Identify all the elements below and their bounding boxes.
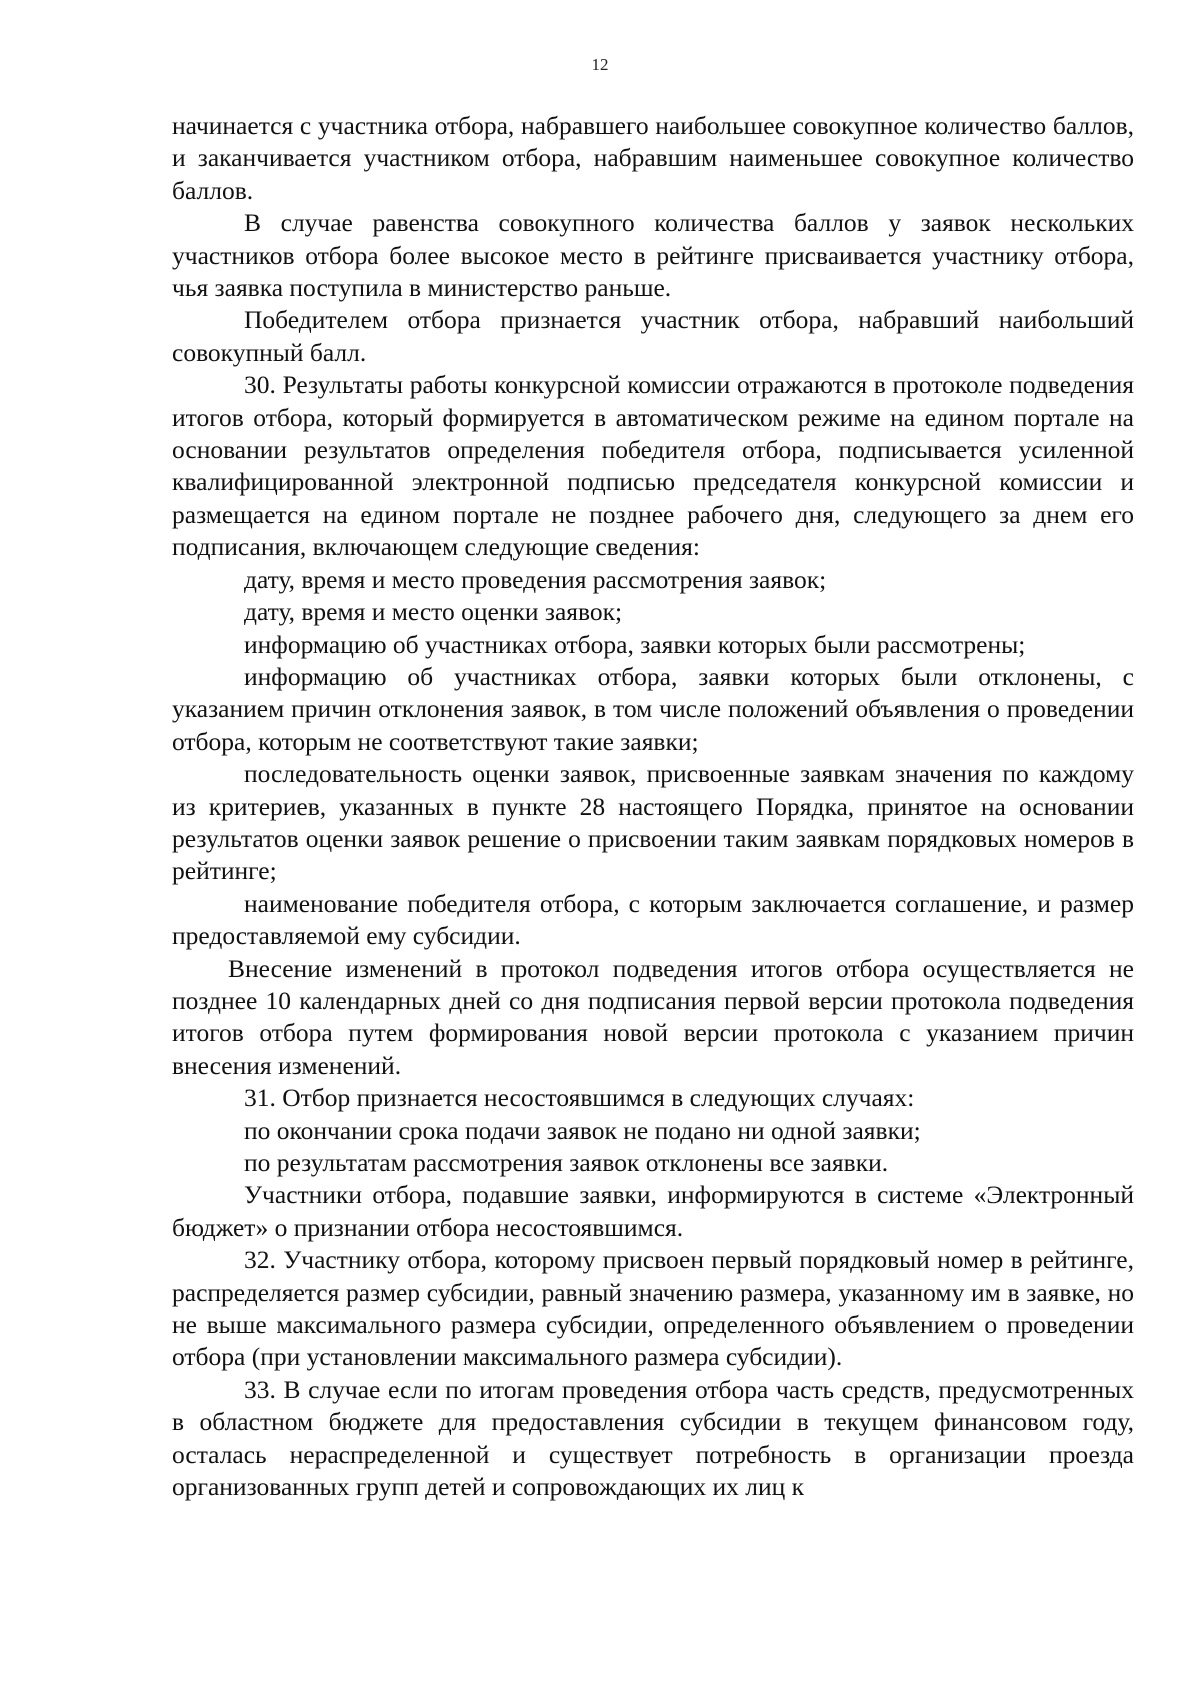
paragraph-protocol-changes: Внесение изменений в протокол подведения итогов отбора осуществляется не позднее 10 календарных дней со дня подписания первой версии протокола подведения итогов отбора путем формирования новой версии протокола с указанием причин внесения изменений. [172, 953, 1134, 1080]
list-item: дату, время и место оценки заявок; [244, 597, 623, 627]
paragraph-item-32: 32. Участнику отбора, которому присвоен первый порядковый номер в рейтинге, распределяется размер субсидии, равный значению размера, указанному им в заявке, но не выше максимального размера субсидии, определенного объявлением о проведении отбора (при установлении максимального размера субсидии). [172, 1245, 1134, 1372]
document-body [172, 110, 1134, 1503]
list-item: по окончании срока подачи заявок не подано ни одной заявки; [244, 1115, 921, 1145]
paragraph-item-30: 30. Результаты работы конкурсной комиссии отражаются в протоколе подведения итогов отбора, который формируется в автоматическом режиме на едином портале на основании результатов определения победителя отбора, подписывается усиленной квалифицированной электронной подписью председателя конкурсной комиссии и размещается на едином портале не позднее рабочего дня, следующего за днем его подписания, включающем следующие сведения: [172, 370, 1134, 562]
paragraph-continuation: начинается с участника отбора, набравшего наибольшее совокупное количество баллов, и заканчивается участником отбора, набравшим наименьшее совокупное количество баллов. [172, 111, 1134, 205]
list-item: по результатам рассмотрения заявок отклонены все заявки. [244, 1148, 889, 1177]
list-item: наименование победителя отбора, с которым заключается соглашение, и размер предоставляемой ему субсидии. [172, 888, 1134, 951]
list-item: информацию об участниках отбора, заявки которых были отклонены, с указанием причин отклонения заявок, в том числе положений объявления о проведении отбора, которым не соответствуют такие заявки; [172, 661, 1134, 756]
list-item: дату, время и место проведения рассмотрения заявок; [244, 564, 827, 594]
paragraph-item-33: 33. В случае если по итогам проведения отбора часть средств, предусмотренных в областном бюджете для предоставления субсидии в текущем финансовом году, осталась нераспределенной и существует потребность в организации проезда организованных групп детей и сопровождающих их лиц к [172, 1374, 1134, 1502]
paragraph-winner: Победителем отбора признается участник отбора, набравший наибольший совокупный балл. [172, 305, 1134, 367]
paragraph-equal-score: В случае равенства совокупного количества баллов у заявок нескольких участников отбора более высокое место в рейтинге присваивается участнику отбора, чья заявка поступила в министерство раньше. [172, 208, 1134, 303]
page-number: 12 [591, 55, 609, 74]
list-item: информацию об участниках отбора, заявки которых были рассмотрены; [244, 629, 1026, 659]
paragraph-item-31: 31. Отбор признается несостоявшимся в следующих случаях: [244, 1083, 915, 1113]
paragraph-participants-informed: Участники отбора, подавшие заявки, информируются в системе «Электронный бюджет» о признании отбора несостоявшимся. [172, 1180, 1134, 1242]
list-item: последовательность оценки заявок, присвоенные заявкам значения по каждому из критериев, указанных в пункте 28 настоящего Порядка, принятое на основании результатов оценки заявок решение о присвоении таким заявкам порядковых номеров в рейтинге; [172, 759, 1134, 886]
